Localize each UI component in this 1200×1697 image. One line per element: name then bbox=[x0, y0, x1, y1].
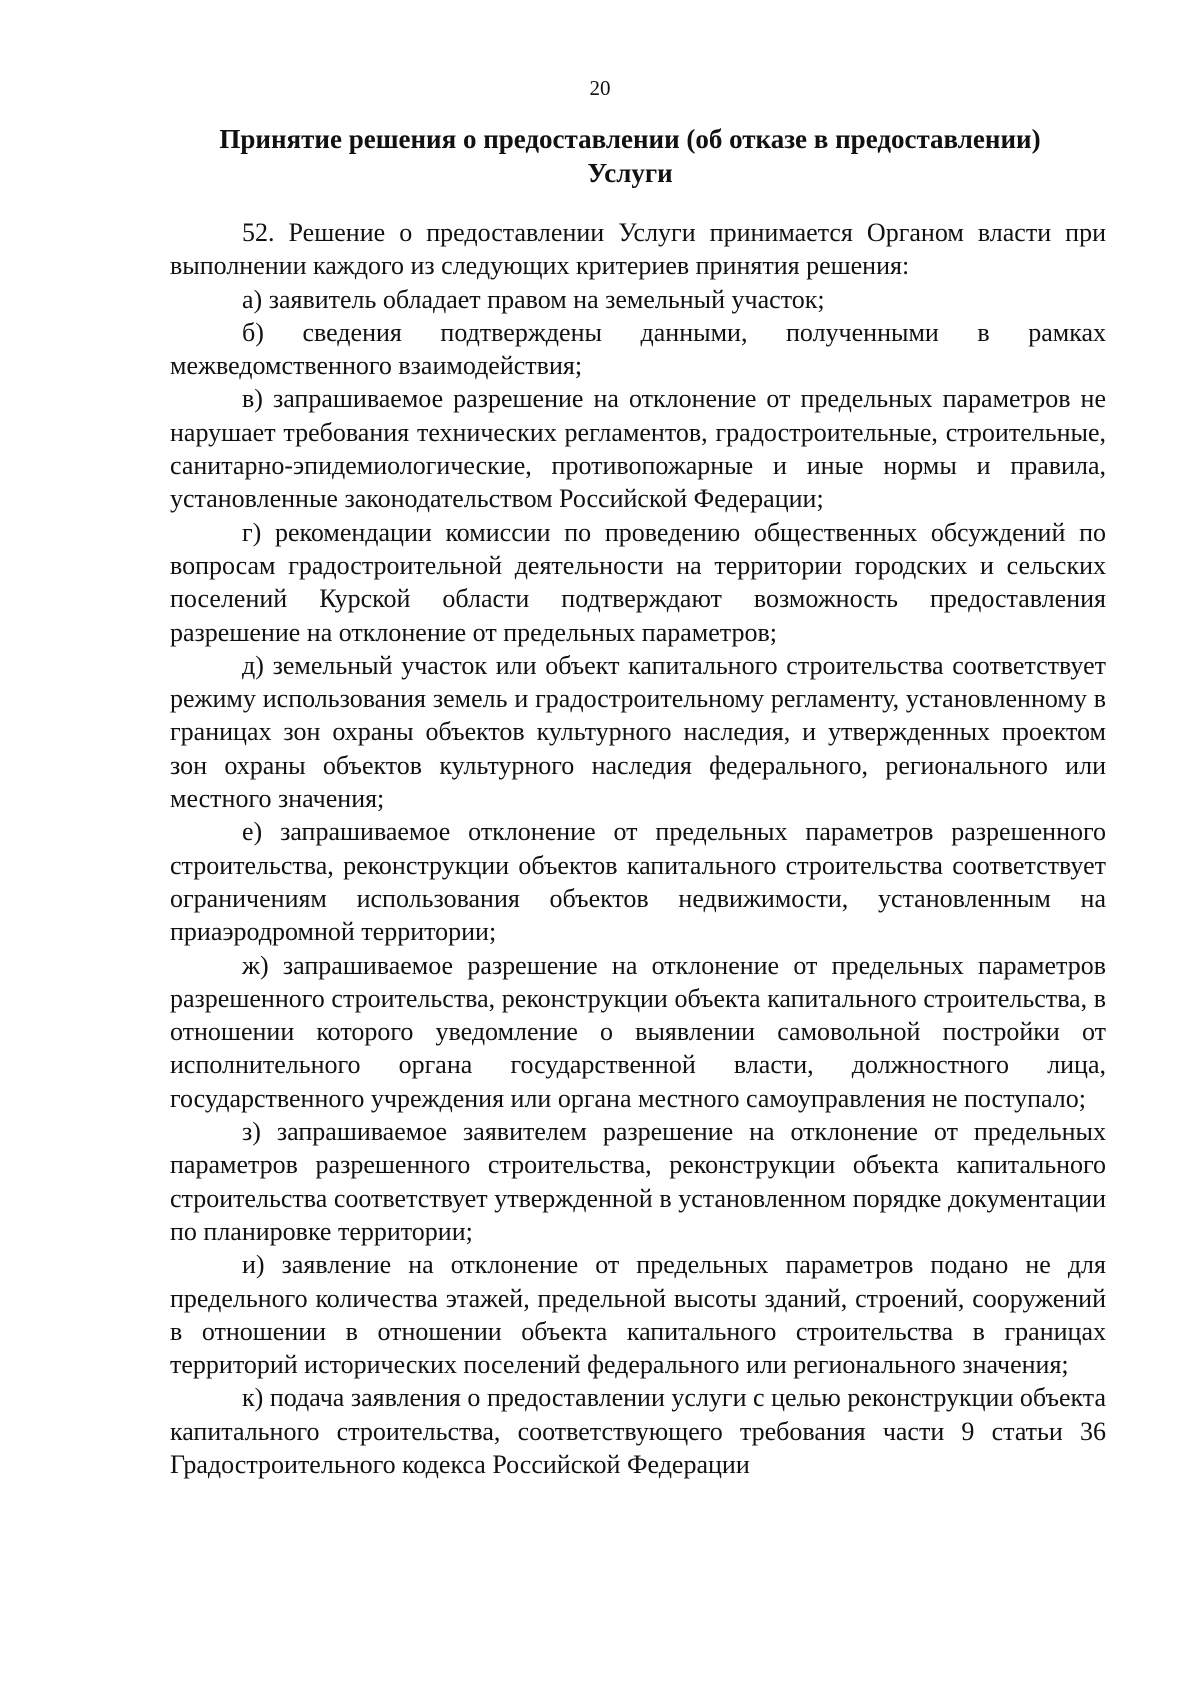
section-heading-line-2: Услуги bbox=[587, 158, 673, 188]
section-heading-line-1: Принятие решения о предоставлении (об отказе в предоставлении) bbox=[219, 124, 1041, 154]
page-number: 20 bbox=[589, 76, 611, 100]
criterion-z: з) запрашиваемое заявителем разрешение на отклонение от предельных параметров разрешенного строительства, реконструкции объекта капитального строительства соответствует утвержденной в установленном порядке документации по планировке территории; bbox=[170, 1117, 1106, 1246]
criterion-b: б) сведения подтверждены данными, полученными в рамках межведомственного взаимодействия; bbox=[170, 317, 1106, 381]
body-text bbox=[170, 216, 1106, 1481]
criterion-a: а) заявитель обладает правом на земельный участок; bbox=[242, 284, 825, 314]
criterion-k: к) подача заявления о предоставлении услуги с целью реконструкции объекта капитального строительства, соответствующего требования части 9 статьи 36 Градостроительного кодекса Российской Федерации bbox=[170, 1383, 1106, 1479]
paragraph-52: 52. Решение о предоставлении Услуги принимается Органом власти при выполнении каждого из следующих критериев принятия решения: bbox=[170, 218, 1106, 281]
criterion-v: в) запрашиваемое разрешение на отклонение от предельных параметров не нарушает требования технических регламентов, градостроительные, строительные, санитарно-эпидемиологические, противопожарные и иные нормы и правила, установленные законодательством Российской Федерации; bbox=[170, 384, 1106, 514]
criterion-zh: ж) запрашиваемое разрешение на отклонение от предельных параметров разрешенного строительства, реконструкции объекта капитального строительства, в отношении которого уведомление о выявлении самовольной постройки от исполнительного органа государственной власти, должностного лица, государственного учреждения или органа местного самоуправления не поступало; bbox=[170, 950, 1106, 1113]
section-heading bbox=[150, 122, 1110, 190]
criterion-d: д) земельный участок или объект капитального строительства соответствует режиму использования земель и градостроительному регламенту, установленному в границах зон охраны объектов культурного наследия, и утвержденных проектом зон охраны объектов культурного наследия федерального, регионального или местного значения; bbox=[170, 650, 1106, 814]
criterion-i: и) заявление на отклонение от предельных параметров подано не для предельного количества этажей, предельной высоты зданий, строений, сооружений в отношении в отношении объекта капитального строительства в границах территорий исторических поселений федерального или регионального значения; bbox=[170, 1250, 1106, 1380]
criterion-e: е) запрашиваемое отклонение от предельных параметров разрешенного строительства, реконструкции объектов капитального строительства соответствует ограничениям использования объектов недвижимости, установленным на приаэродромной территории; bbox=[170, 817, 1106, 947]
criterion-g: г) рекомендации комиссии по проведению общественных обсуждений по вопросам градостроительной деятельности на территории городских и сельских поселений Курской области подтверждают возможность предоставления разрешение на отклонение от предельных параметров; bbox=[170, 517, 1106, 647]
